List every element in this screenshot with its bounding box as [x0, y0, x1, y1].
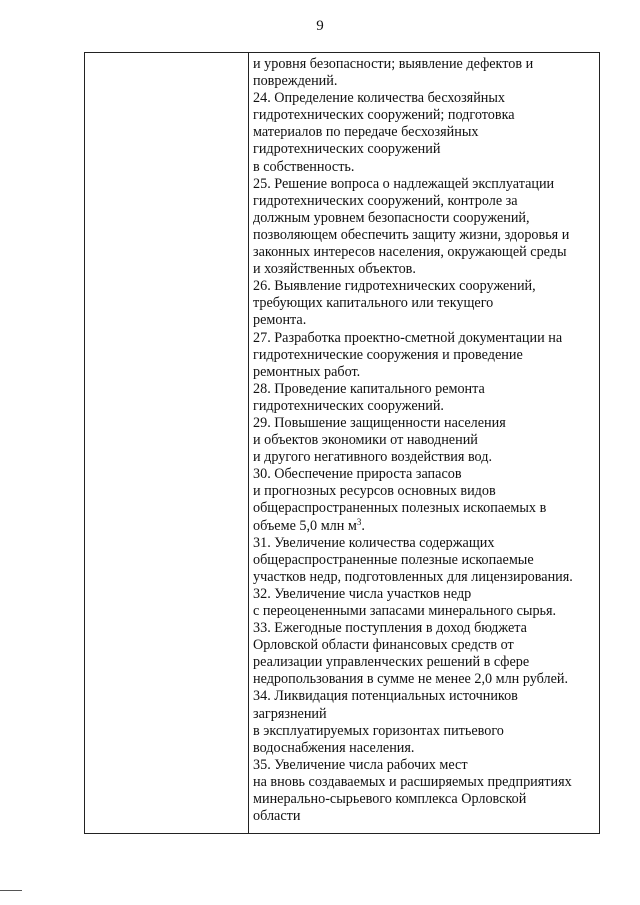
scan-edge-mark [0, 890, 22, 891]
text-line: недропользования в сумме не менее 2,0 млн рублей. [253, 671, 569, 688]
text-line: 34. Ликвидация потенциальных источников [253, 688, 518, 705]
volume-text: объеме 5,0 млн м [253, 517, 357, 534]
text-line: позволяющем обеспечить защиту жизни, здоровья и [253, 226, 570, 243]
text-line: требующих капитального или текущего [253, 295, 494, 312]
text-line: материалов по передаче бесхозяйных [253, 124, 479, 141]
text-line: общераспространенные полезные ископаемые [253, 551, 534, 568]
table-right-column-text [253, 56, 595, 825]
page-number: 9 [316, 18, 324, 34]
text-line: гидротехнических сооружений, контроле за [253, 192, 518, 209]
text-line: ремонта. [253, 312, 307, 329]
text-line: в собственность. [253, 158, 355, 175]
text-line: общераспространенных полезных ископаемых в [253, 500, 547, 517]
text-line: минерально-сырьевого комплекса Орловской [253, 791, 527, 808]
text-line: реализации управленческих решений в сфере [253, 654, 530, 671]
text-line: гидротехнических сооружений; подготовка [253, 107, 515, 124]
text-line: законных интересов населения, окружающей среды [253, 244, 567, 261]
text-line: повреждений. [253, 73, 338, 90]
text-line: 27. Разработка проектно-сметной документации на [253, 329, 563, 346]
text-line: должным уровнем безопасности сооружений, [253, 209, 530, 226]
text-line: 29. Повышение защищенности населения [253, 414, 506, 431]
text-line: 25. Решение вопроса о надлежащей эксплуатации [253, 175, 555, 192]
text-line: и другого негативного воздействия вод. [253, 449, 493, 466]
text-line: и прогнозных ресурсов основных видов [253, 483, 496, 500]
text-line: 35. Увеличение числа рабочих мест [253, 756, 468, 773]
text-line: с переоцененными запасами минерального сырья. [253, 603, 557, 619]
text-line: 31. Увеличение количества содержащих [253, 534, 495, 551]
text-line: гидротехнические сооружения и проведение [253, 346, 523, 363]
volume-line [253, 518, 595, 535]
text-line: загрязнений [253, 705, 327, 722]
document-table [84, 52, 600, 834]
text-line: 28. Проведение капитального ремонта [253, 380, 485, 397]
volume-period: . [361, 517, 365, 534]
text-line: 24. Определение количества бесхозяйных [253, 90, 506, 107]
text-line: участков недр, подготовленных для лицензирования. [253, 568, 573, 585]
text-line: 30. Обеспечение прироста запасов [253, 466, 462, 483]
text-line: области [253, 808, 301, 825]
column-divider [248, 53, 249, 833]
text-line: и уровня безопасности; выявление дефектов и [253, 56, 534, 72]
text-line: гидротехнических сооружений. [253, 397, 444, 414]
text-line: Орловской области финансовых средств от [253, 637, 514, 654]
volume-superscript: 3 [356, 516, 362, 527]
text-line: на вновь создаваемых и расширяемых предприятиях [253, 773, 572, 790]
text-line: и хозяйственных объектов. [253, 261, 416, 278]
text-line: в эксплуатируемых горизонтах питьевого [253, 722, 504, 739]
text-line: гидротехнических сооружений [253, 141, 441, 158]
text-line: 32. Увеличение числа участков недр [253, 585, 472, 602]
text-line: 33. Ежегодные поступления в доход бюджета [253, 620, 527, 637]
text-line: 26. Выявление гидротехнических сооружений, [253, 278, 536, 295]
text-line: водоснабжения населения. [253, 739, 415, 756]
text-line: ремонтных работ. [253, 363, 361, 380]
text-line: и объектов экономики от наводнений [253, 432, 478, 449]
